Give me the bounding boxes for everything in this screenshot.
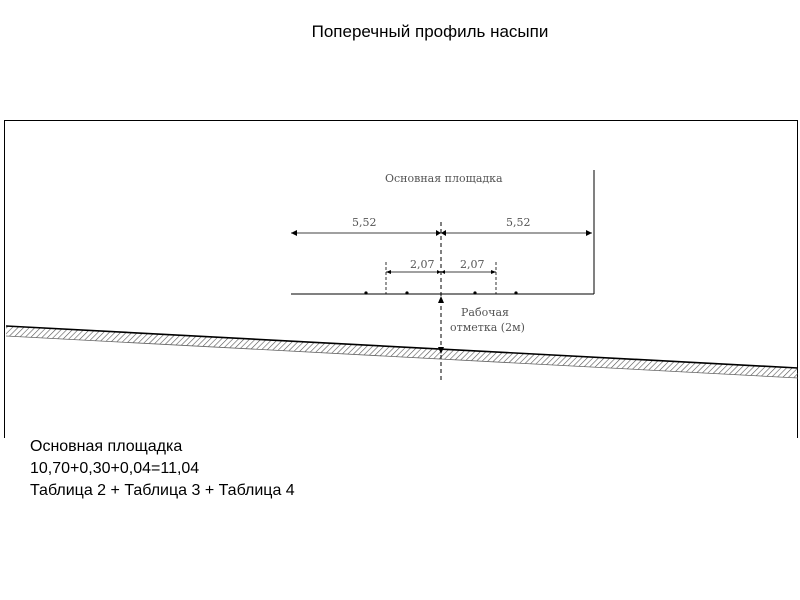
work-mark-label-2: отметка (2м) (450, 321, 525, 334)
notes-block (30, 436, 295, 502)
work-mark-label-1: Рабочая (461, 306, 509, 319)
dim-left-inner: 2,07 (410, 258, 435, 271)
dim-left-outer: 5,52 (352, 216, 377, 229)
dim-right-inner: 2,07 (460, 258, 485, 271)
note-line-3: Таблица 2 + Таблица 3 + Таблица 4 (30, 482, 295, 499)
note-line-1: Основная площадка (30, 438, 183, 455)
note-line-2: 10,70+0,30+0,04=11,04 (30, 460, 200, 477)
page-title: Поперечный профиль насыпи (311, 22, 549, 41)
ground-surface (6, 326, 798, 378)
platform-label: Основная площадка (385, 172, 503, 185)
platform-outline (291, 170, 594, 294)
work-mark-arrows (438, 296, 444, 354)
dim-right-outer: 5,52 (506, 216, 531, 229)
